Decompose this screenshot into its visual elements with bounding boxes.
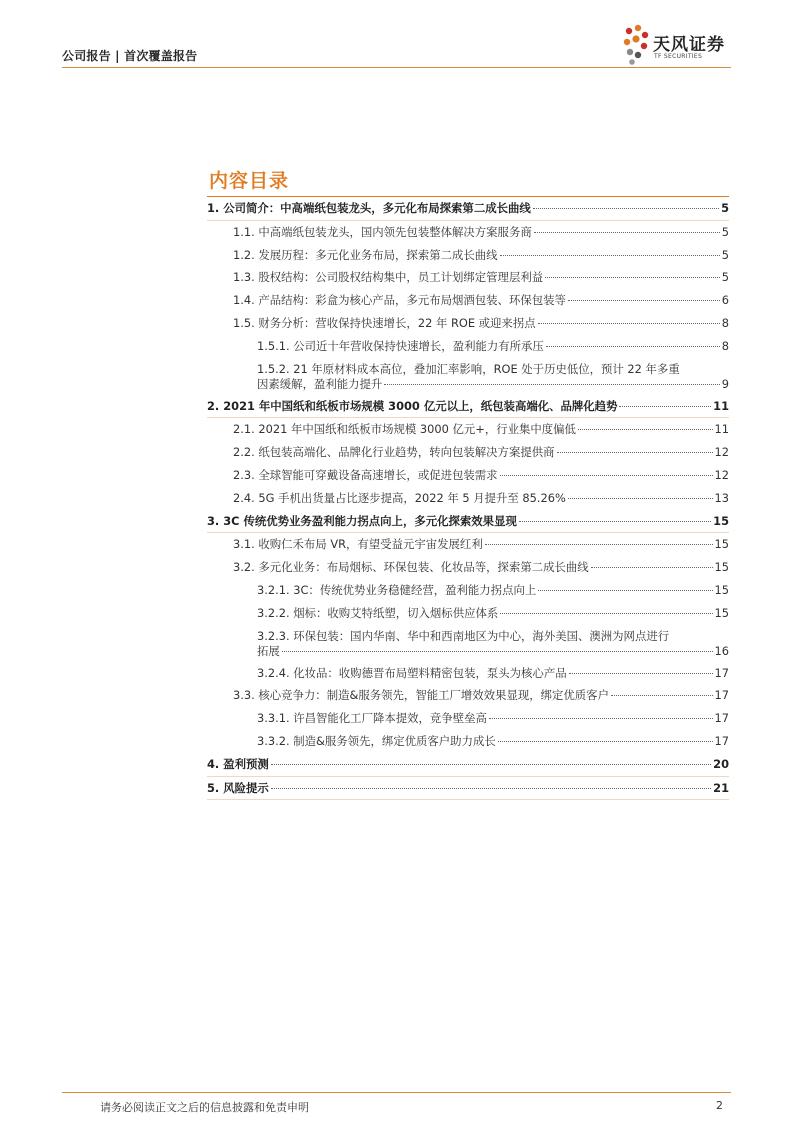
toc-page-number: 8 — [721, 315, 729, 330]
toc-chapter-entry[interactable] — [207, 510, 729, 534]
toc-entry-title: 1. 公司简介：中高端纸包装龙头，多元化布局探索第二成长曲线 — [207, 201, 531, 215]
toc-entry-title: 2.1. 2021 年中国纸和纸板市场规模 3000 亿元+，行业集中度偏低 — [233, 422, 576, 437]
toc-page-number: 17 — [714, 733, 729, 748]
toc-entry-title: 2.3. 全球智能可穿戴设备高速增长，或促进包装需求 — [233, 467, 498, 482]
toc-chapter-entry[interactable] — [207, 777, 729, 801]
toc-entry-title: 1.4. 产品结构：彩盒为核心产品，多元布局烟酒包装、环保包装等 — [233, 293, 566, 308]
toc-page-number: 12 — [714, 445, 729, 460]
toc-entry-title: 1.1. 中高端纸包装龙头，国内领先包装整体解决方案服务商 — [233, 224, 532, 239]
toc-entry-title: 3.2. 多元化业务：布局烟标、环保包装、化妆品等，探索第二成长曲线 — [233, 560, 589, 575]
logo-name: 天风证券 — [653, 35, 725, 55]
toc-leader-dots — [489, 717, 713, 719]
toc-section-entry[interactable] — [207, 418, 729, 441]
toc-page-number: 15 — [714, 537, 729, 552]
toc-section-entry[interactable] — [207, 602, 729, 625]
toc-page-number: 21 — [713, 780, 729, 795]
toc-leader-dots — [545, 276, 720, 278]
toc-page-number: 6 — [721, 293, 729, 308]
toc-leader-dots — [538, 322, 720, 324]
toc-leader-dots — [619, 405, 711, 407]
toc-entry-title: 3.2.1. 3C：传统优势业务稳健经营，盈利能力拐点向上 — [257, 582, 537, 597]
toc-section-entry[interactable] — [207, 244, 729, 267]
toc-page-number: 8 — [721, 338, 729, 353]
toc-section-entry[interactable] — [207, 730, 729, 753]
toc-entry-title: 2.4. 5G 手机出货量占比逐步提高，2022 年 5 月提升至 85.26% — [233, 490, 566, 505]
toc-leader-dots — [533, 207, 719, 209]
toc-chapter-entry[interactable] — [207, 395, 729, 419]
toc-page-number: 11 — [713, 398, 729, 413]
toc-section-entry[interactable] — [207, 556, 729, 579]
toc-leader-dots — [578, 428, 713, 430]
toc-leader-dots — [282, 650, 713, 652]
toc-section-entry[interactable] — [207, 358, 729, 395]
toc-section-entry[interactable] — [207, 289, 729, 312]
toc-page-number: 16 — [714, 643, 729, 658]
toc-chapter-entry[interactable] — [207, 753, 729, 777]
report-header-label: 公司报告 | 首次覆盖报告 — [62, 49, 198, 63]
toc-page-number: 15 — [713, 513, 729, 528]
toc-leader-dots — [568, 299, 720, 301]
page-number: 2 — [716, 1099, 723, 1112]
toc-title: 内容目录 — [209, 170, 290, 192]
toc-section-entry[interactable] — [207, 464, 729, 487]
toc-page-number: 5 — [721, 247, 729, 262]
toc-entry-title: 1.5. 财务分析：营收保持快速增长，22 年 ROE 或迎来拐点 — [233, 315, 536, 330]
toc-page-number: 5 — [721, 201, 729, 215]
toc-leader-dots — [538, 589, 712, 591]
toc-section-entry[interactable] — [207, 707, 729, 730]
toc-page-number: 11 — [714, 422, 729, 437]
toc-section-entry[interactable] — [207, 533, 729, 556]
toc-entry-continuation: 拓展 — [257, 643, 280, 658]
toc-entry-title: 1.5.1. 公司近十年营收保持快速增长，盈利能力有所承压 — [257, 338, 544, 353]
toc-section-entry[interactable] — [207, 266, 729, 289]
toc-leader-dots — [271, 787, 711, 789]
toc-leader-dots — [591, 566, 713, 568]
toc-entry-title: 1.5.2. 21 年原材料成本高位，叠加汇率影响，ROE 处于历史低位，预计 22 年多重 — [257, 361, 680, 376]
toc-leader-dots — [384, 383, 719, 385]
toc-section-entry[interactable] — [207, 684, 729, 707]
toc-entry-title: 3.3. 核心竞争力：制造&服务领先，智能工厂增效效果显现，绑定优质客户 — [233, 688, 609, 703]
toc-entry-title: 3.3.2. 制造&服务领先，绑定优质客户助力成长 — [257, 733, 496, 748]
toc-leader-dots — [534, 231, 720, 233]
toc-page-number: 5 — [721, 270, 729, 285]
logo-mark-icon — [623, 22, 651, 66]
toc-page-number: 9 — [721, 376, 729, 391]
toc-section-entry[interactable] — [207, 441, 729, 464]
toc-page-number: 20 — [713, 756, 729, 771]
toc-entry-title: 3.2.2. 烟标：收购艾特纸塑，切入烟标供应体系 — [257, 605, 499, 620]
toc-entry-title: 2.2. 纸包装高端化、品牌化行业趋势，转向包装解决方案提供商 — [233, 445, 555, 460]
toc-list — [207, 196, 729, 800]
toc-entry-title: 3.3.1. 许昌智能化工厂降本提效，竞争壁垒高 — [257, 711, 487, 726]
toc-page-number: 17 — [714, 711, 729, 726]
toc-entry-title: 4. 盈利预测 — [207, 756, 269, 771]
toc-page-number: 15 — [714, 560, 729, 575]
footer-disclaimer: 请务必阅读正文之后的信息披露和免责申明 — [100, 1101, 309, 1114]
toc-leader-dots — [611, 694, 713, 696]
toc-entry-title: 3.1. 收购仁禾布局 VR，有望受益元宇宙发展红利 — [233, 537, 483, 552]
toc-page-number: 13 — [714, 490, 729, 505]
toc-section-entry[interactable] — [207, 625, 729, 662]
toc-entry-title: 2. 2021 年中国纸和纸板市场规模 3000 亿元以上，纸包装高端化、品牌化趋势 — [207, 398, 618, 413]
toc-entry-continuation: 因素缓解，盈利能力提升 — [257, 376, 383, 391]
toc-leader-dots — [271, 763, 711, 765]
toc-leader-dots — [568, 497, 713, 499]
toc-entry-title: 5. 风险提示 — [207, 780, 269, 795]
toc-leader-dots — [569, 672, 713, 674]
toc-section-entry[interactable] — [207, 312, 729, 335]
toc-page-number: 17 — [714, 665, 729, 680]
toc-entry-title: 1.2. 发展历程：多元化业务布局，探索第二成长曲线 — [233, 247, 498, 262]
toc-page-number: 12 — [714, 467, 729, 482]
toc-section-entry[interactable] — [207, 335, 729, 358]
header-rule — [62, 67, 731, 68]
toc-leader-dots — [498, 740, 713, 742]
toc-leader-dots — [485, 543, 713, 545]
toc-leader-dots — [557, 451, 713, 453]
toc-section-entry[interactable] — [207, 221, 729, 244]
toc-section-entry[interactable] — [207, 487, 729, 510]
toc-leader-dots — [519, 520, 711, 522]
footer-rule — [62, 1092, 731, 1093]
toc-entry-title: 3. 3C 传统优势业务盈利能力拐点向上，多元化探索效果显现 — [207, 513, 517, 528]
toc-leader-dots — [500, 474, 713, 476]
logo-subtitle: TF SECURITIES — [654, 53, 703, 60]
toc-entry-title: 1.3. 股权结构：公司股权结构集中，员工计划绑定管理层利益 — [233, 270, 544, 285]
toc-page-number: 15 — [714, 605, 729, 620]
toc-entry-title: 3.2.3. 环保包装：国内华南、华中和西南地区为中心，海外美国、澳洲为网点进行 — [257, 628, 670, 643]
toc-page-number: 17 — [714, 688, 729, 703]
toc-section-entry[interactable] — [207, 662, 729, 685]
toc-page-number: 15 — [714, 582, 729, 597]
tf-securities-logo — [623, 22, 733, 66]
toc-page-number: 5 — [721, 224, 729, 239]
toc-section-entry[interactable] — [207, 579, 729, 602]
toc-entry-title: 3.2.4. 化妆品：收购德晋布局塑料精密包装，泵头为核心产品 — [257, 665, 567, 680]
toc-leader-dots — [500, 254, 720, 256]
toc-leader-dots — [546, 345, 720, 347]
toc-leader-dots — [500, 612, 712, 614]
toc-chapter-entry[interactable] — [207, 197, 729, 221]
